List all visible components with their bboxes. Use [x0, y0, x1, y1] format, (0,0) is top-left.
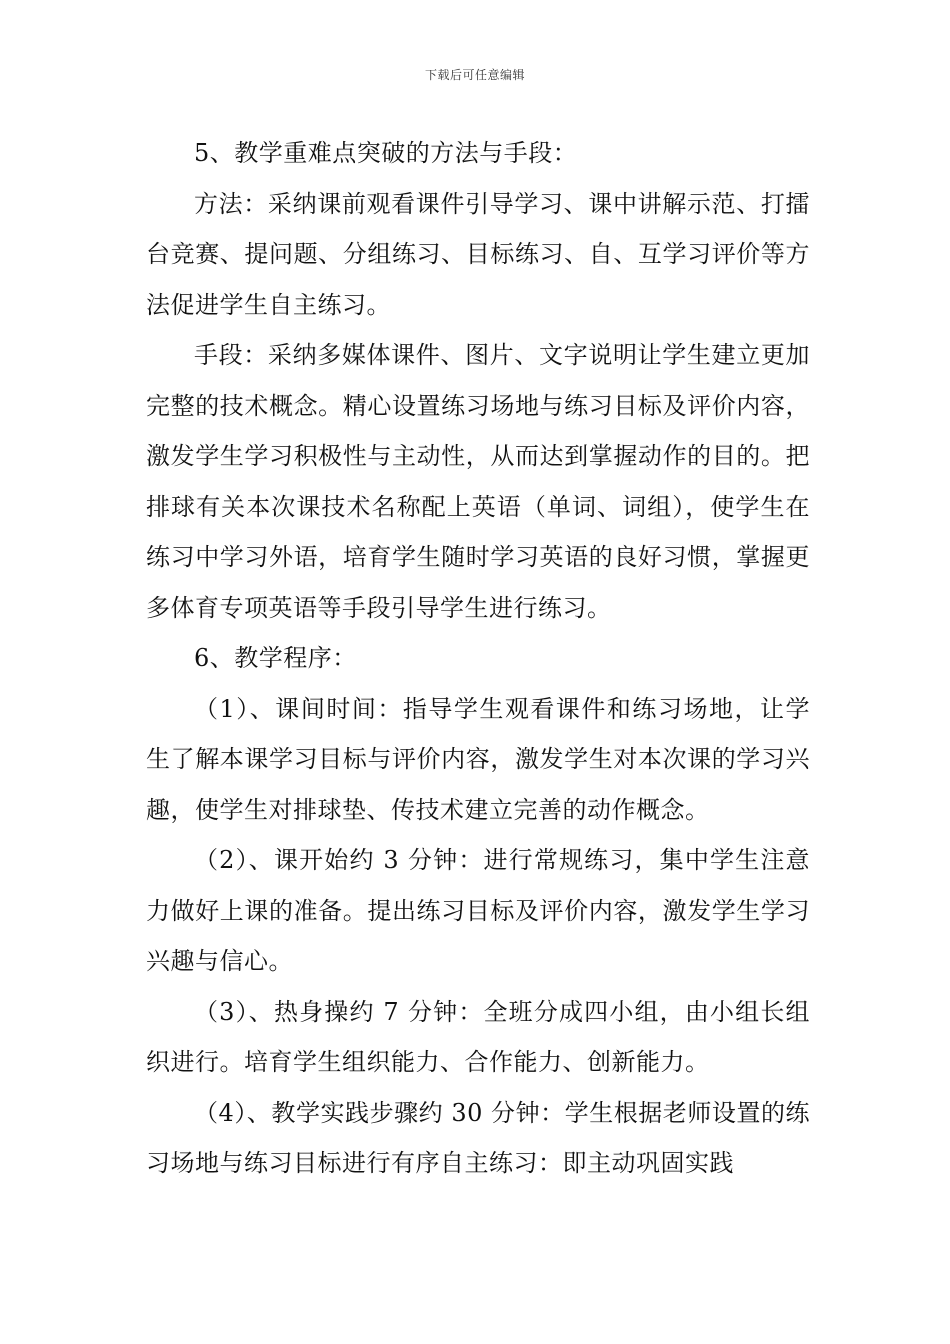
heading-teaching-methods: 5、教学重难点突破的方法与手段： [194, 139, 578, 167]
paragraph-step-1: （1）、课间时间：指导学生观看课件和练习场地，让学生了解本课学习目标与评价内容，激发学生对本次课的学习兴趣，使学生对排球垫、传技术建立完善的动作概念。 [146, 694, 810, 824]
paragraph-step-3: （3）、热身操约 7 分钟：全班分成四小组，由小组长组织进行。培育学生组织能力、合作能力、创新能力。 [146, 997, 810, 1076]
document-body [146, 128, 810, 1189]
paragraph-means: 手段：采纳多媒体课件、图片、文字说明让学生建立更加完整的技术概念。精心设置练习场地与练习目标及评价内容，激发学生学习积极性与主动性，从而达到掌握动作的目的。把排球有关本次课技术名称配上英语（单词、词组），使学生在练习中学习外语，培育学生随时学习英语的良好习惯，掌握更多体育专项英语等手段引导学生进行练习。 [146, 341, 810, 622]
paragraph-methods: 方法：采纳课前观看课件引导学习、课中讲解示范、打擂台竞赛、提问题、分组练习、目标练习、自、互学习评价等方法促进学生自主练习。 [146, 189, 810, 319]
paragraph-step-4: （4）、教学实践步骤约 30 分钟：学生根据老师设置的练习场地与练习目标进行有序自主练习：即主动巩固实践 [146, 1098, 810, 1177]
page-header: 下载后可任意编辑 [424, 68, 525, 82]
paragraph-step-2: （2）、课开始约 3 分钟：进行常规练习，集中学生注意力做好上课的准备。提出练习目标及评价内容，激发学生学习兴趣与信心。 [146, 846, 810, 975]
heading-teaching-procedure: 6、教学程序： [194, 644, 357, 672]
